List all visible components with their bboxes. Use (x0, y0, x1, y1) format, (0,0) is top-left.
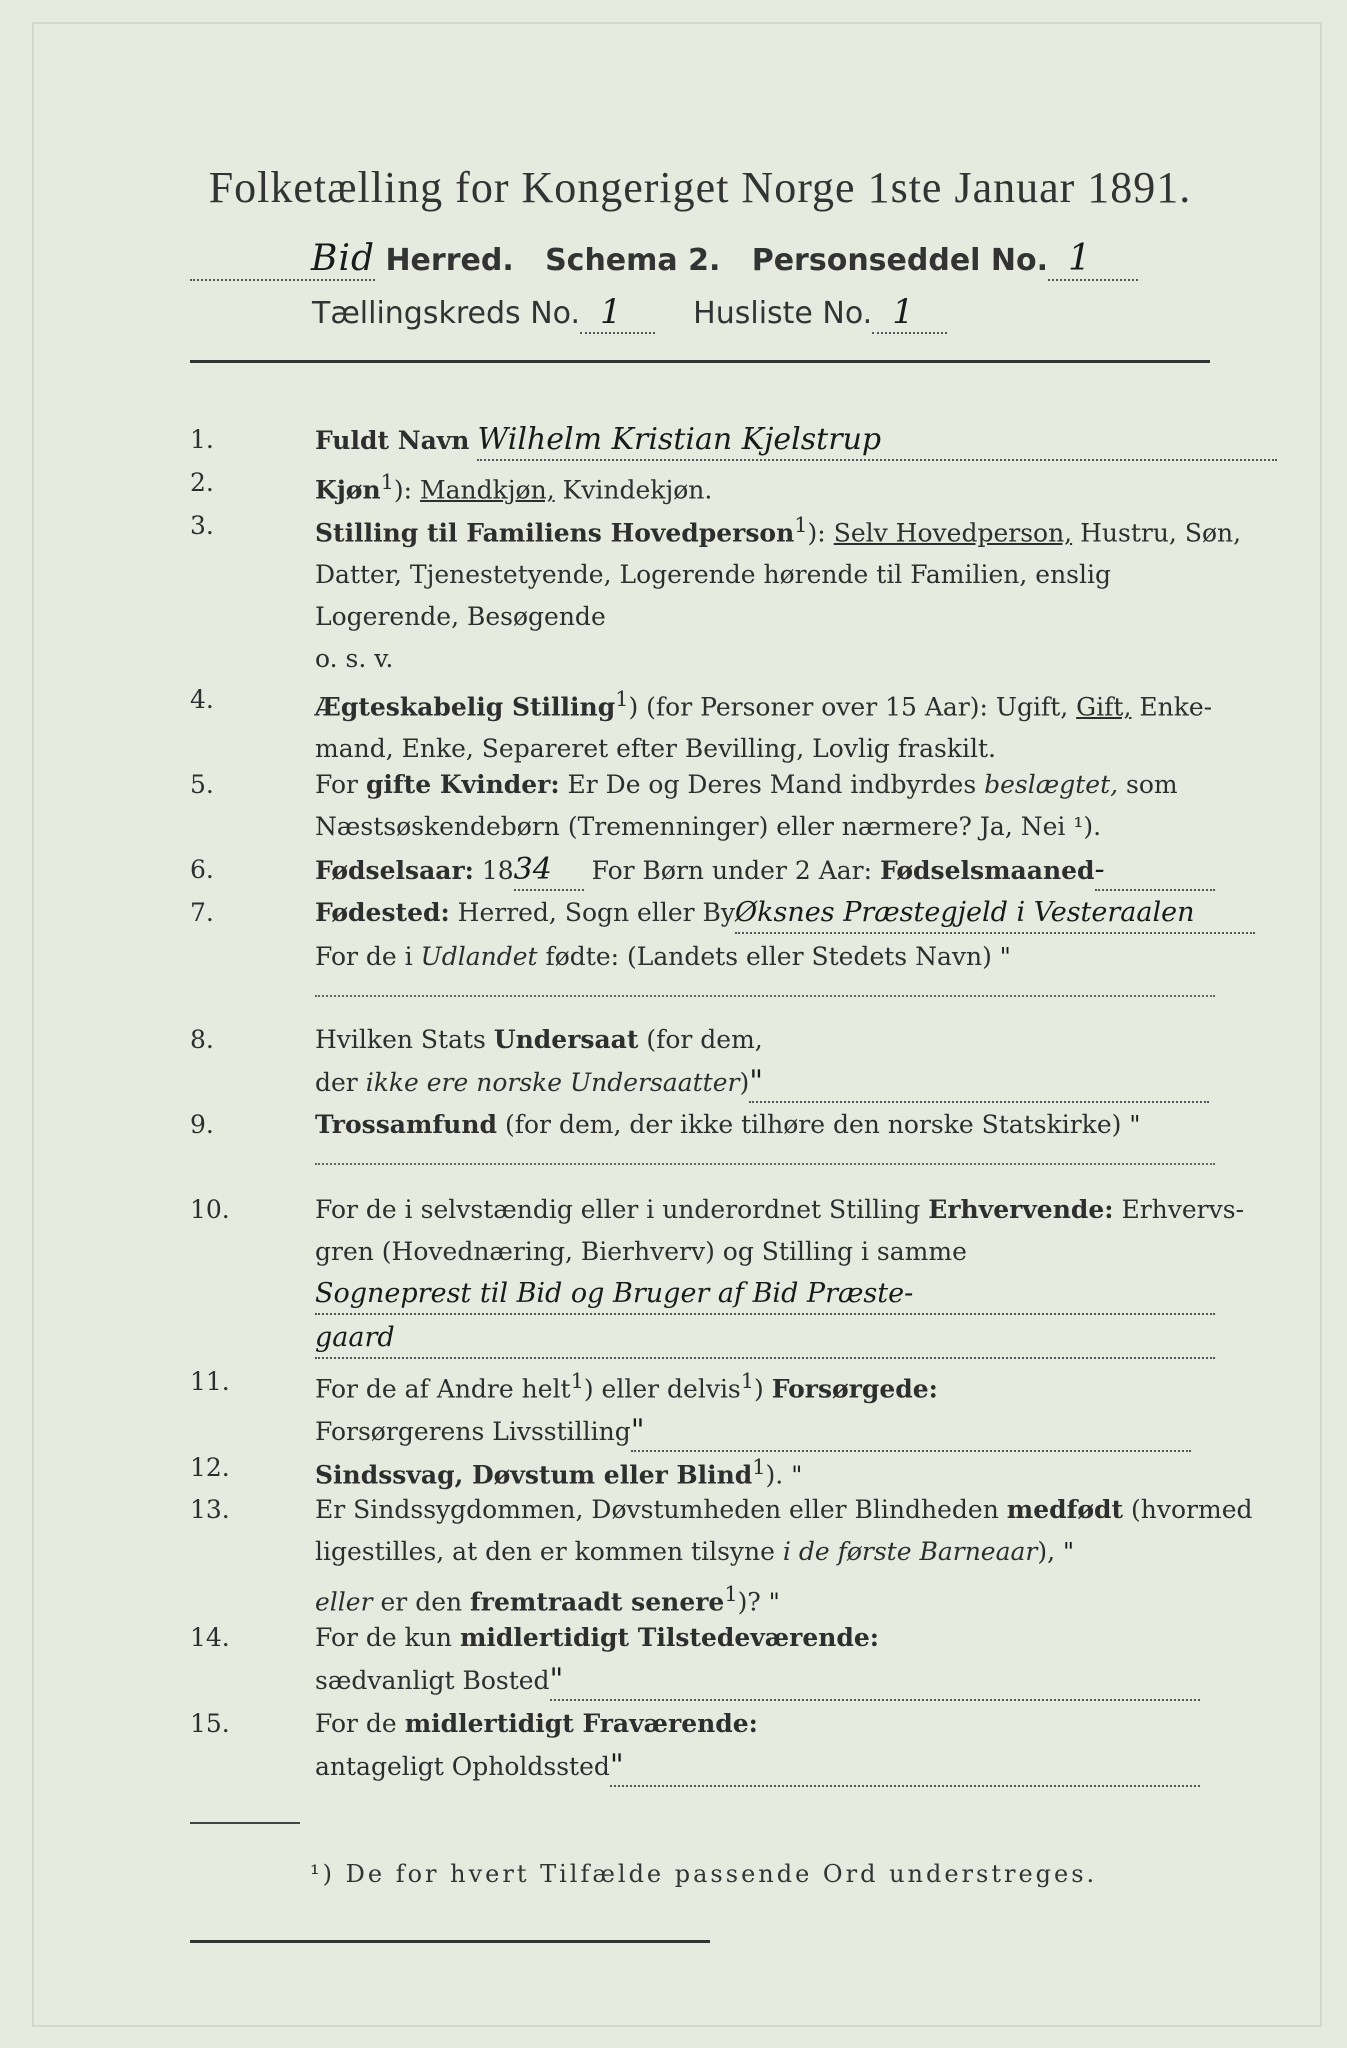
item-text: der (315, 1068, 358, 1097)
item-number: 4. (190, 685, 214, 714)
item-text: ) eller delvis (583, 1374, 741, 1404)
item-label: midlertidigt Fraværende: (404, 1709, 758, 1738)
item-label: Forsørgede: (771, 1374, 938, 1404)
occupation-value-cont: gaard (315, 1322, 395, 1353)
personseddel-field[interactable] (1048, 238, 1138, 281)
item-text: Er Sindssygdommen, Døvstumheden eller Blindheden (315, 1495, 999, 1524)
item-label: medfødt (1006, 1495, 1124, 1524)
item-number: 10. (190, 1195, 230, 1224)
item-body (315, 420, 1347, 461)
residence-field[interactable] (550, 1660, 1200, 1701)
item-text: Hvilken Stats (315, 1025, 486, 1054)
item-text: Udlandet (420, 942, 538, 971)
kreds-line (312, 292, 1112, 334)
item-number: 15. (190, 1709, 230, 1738)
item-body (315, 1020, 1347, 1103)
item-body: Er Sindssygdommen, Døvstumheden eller Blindheden medfødt (hvormed ligestilles, at den er kommen tilsyne i de første Barneaar), " eller er den fremtraadt senere$^1$)? " (315, 1495, 1253, 1617)
item-text: i de første Barneaar (782, 1537, 1038, 1566)
footnote-marker: ¹ (310, 1860, 323, 1888)
herred-field[interactable] (190, 238, 375, 281)
item-label: Ægteskabelig Stilling (315, 692, 616, 722)
item-text: Enke- (1139, 692, 1213, 722)
item-body (315, 765, 1347, 846)
birth-year-value: 34 (513, 852, 552, 887)
item-number: 14. (190, 1623, 230, 1652)
item-text: For de i selvstændig eller i underordnet Stilling (315, 1195, 921, 1224)
item-text: Hustru, Søn, (1080, 518, 1242, 548)
item-text: For de (315, 1709, 397, 1738)
occupation-field-cont[interactable] (315, 1318, 1215, 1359)
footnote-ref: 1 (380, 470, 394, 494)
whereabouts-value: " (609, 1748, 624, 1783)
item-number: 11. (190, 1367, 230, 1396)
herred-value: Bid (310, 238, 375, 279)
item-label: Trossamfund (315, 1110, 498, 1139)
footnote-text: ) De for hvert Tilfælde passende Ord understreges. (322, 1860, 1098, 1888)
item-body: For de af Andre helt$^1$) eller delvis$^1$) Forsørgede: Forsørgerens Livsstilling" (315, 1362, 1347, 1452)
birth-month-field[interactable] (1095, 850, 1215, 891)
birth-month-value: - (1094, 852, 1105, 887)
item-text: antageligt Opholdssted (315, 1752, 610, 1781)
item-body (315, 506, 1347, 678)
item-body (315, 1704, 1347, 1787)
citizenship-value: " (749, 1064, 764, 1099)
option-selv-hovedperson-selected[interactable]: Selv Hovedperson, (833, 518, 1073, 548)
item-number: 5. (190, 770, 214, 799)
item-body (315, 1190, 1347, 1359)
item-label: midlertidigt Tilstedeværende: (459, 1623, 880, 1652)
item-label: Undersaat (493, 1025, 639, 1054)
footnote-ref: 1 (615, 687, 629, 711)
item-number: 6. (190, 855, 214, 884)
item-body: Sindssvag, Døvstum eller Blind$^1$). " (315, 1455, 804, 1490)
item-body (315, 463, 1347, 509)
item-number: 8. (190, 1025, 214, 1054)
item-text: o. s. v. (315, 644, 394, 674)
item-number: 9. (190, 1110, 214, 1139)
schema-label: Schema 2. (545, 243, 721, 278)
husliste-label: Husliste No. (693, 296, 873, 331)
item-text: 18 (481, 856, 514, 885)
provider-field[interactable] (631, 1411, 1191, 1452)
item-text: (for dem, (646, 1025, 763, 1054)
item-text: Herred, Sogn eller By (457, 898, 736, 927)
item-text: ). (765, 1460, 784, 1490)
occupation-value: Sogneprest til Bid og Bruger af Bid Præste- (315, 1278, 914, 1309)
taellingskreds-value: 1 (600, 292, 623, 332)
item-text: sædvanligt Bosted (315, 1666, 550, 1695)
item-text: er den (380, 1587, 463, 1617)
item-label: Erhvervende: (928, 1195, 1114, 1224)
item-label: Fødselsmaaned (880, 856, 1095, 885)
footnote-rule (190, 1822, 300, 1824)
item-body (315, 1105, 1347, 1145)
item-number: 1. (190, 425, 214, 454)
taellingskreds-field[interactable] (580, 292, 655, 334)
item-text: For (315, 770, 358, 799)
herred-line (190, 238, 1210, 281)
item-text: ) (for Personer over 15 Aar): Ugift, (628, 692, 1069, 722)
item-text: (hvormed (1131, 1495, 1253, 1524)
item-text: gren (Hovednæring, Bierhverv) og Stilling i samme (315, 1237, 967, 1266)
item-label: Fødselsaar: (315, 856, 474, 885)
footnote-ref: 1 (794, 513, 808, 537)
item-text: som (1126, 770, 1178, 799)
bottom-rule (190, 1940, 710, 1943)
residence-value: " (549, 1662, 564, 1697)
item-text: For de af Andre helt (315, 1374, 571, 1404)
item-text: fødte: (Landets eller Stedets Navn) (545, 942, 992, 971)
form-title: Folketælling for Kongeriget Norge 1ste Januar 1891. (208, 163, 1192, 212)
full-name-value: Wilhelm Kristian Kjelstrup (477, 422, 882, 457)
header-rule (190, 360, 1210, 363)
item-text: Datter, Tjenestetyende, Logerende hørende til Familien, enslig (315, 560, 1112, 590)
option-kvindekjon[interactable]: Kvindekjøn. (562, 475, 713, 505)
item-label: Fuldt Navn (315, 426, 470, 455)
item-body (315, 1618, 1347, 1701)
herred-label: Herred. (385, 243, 514, 278)
item-text: Er De og Deres Mand indbyrdes (567, 770, 977, 799)
birthplace-value: Øksnes Præstegjeld i Vesteraalen (735, 897, 1195, 928)
option-mandkjon-selected[interactable]: Mandkjøn, (420, 475, 555, 505)
item-label: Stilling til Familiens Hovedperson (315, 518, 795, 548)
item-label: Kjøn (315, 475, 381, 505)
item-number: 2. (190, 468, 214, 497)
item-number: 3. (190, 511, 214, 540)
item-body (315, 680, 1347, 768)
foreign-birthplace-value[interactable]: " (999, 943, 1012, 971)
item-text: ikke ere norske Undersaatter (365, 1068, 740, 1097)
item-body (315, 893, 1347, 977)
item-text: beslægtet, (984, 770, 1119, 799)
item-label: gifte Kvinder: (365, 770, 560, 799)
item-body (315, 850, 1347, 891)
item-text: ligestilles, at den er kommen tilsyne (315, 1537, 775, 1566)
item-text: ): (393, 475, 413, 505)
religion-value[interactable]: " (1129, 1111, 1142, 1139)
item-text: mand, Enke, Separeret efter Bevilling, Lovlig fraskilt. (315, 734, 996, 764)
item-number: 7. (190, 898, 214, 927)
footnote (310, 1860, 1210, 1888)
husliste-field[interactable] (872, 292, 947, 334)
personseddel-value: 1 (1068, 238, 1092, 279)
item-text: Forsørgerens Livsstilling (315, 1417, 631, 1447)
item-text: (for dem, der ikke tilhøre den norske Statskirke) (504, 1110, 1122, 1139)
item-text: )? (737, 1587, 761, 1617)
taellingskreds-label: Tællingskreds No. (312, 296, 580, 331)
later-onset-value[interactable]: " (768, 1588, 781, 1617)
congenital-value[interactable]: " (1063, 1538, 1076, 1566)
item-text: ), (1037, 1537, 1056, 1566)
item-text: For de kun (315, 1623, 453, 1652)
item-text: Logerende, Besøgende (315, 602, 606, 632)
item-label: Sindssvag, Døvstum eller Blind (315, 1460, 753, 1490)
item-label: Fødested: (315, 898, 450, 927)
item-text: eller (315, 1587, 373, 1617)
disability-value[interactable]: " (791, 1461, 804, 1490)
item-text: ) (739, 1068, 750, 1097)
whereabouts-field[interactable] (610, 1746, 1200, 1787)
full-name-field[interactable] (477, 420, 1277, 461)
dotted-line (315, 1163, 1215, 1165)
personseddel-label: Personseddel No. (751, 243, 1049, 278)
item-text: Erhvervs- (1121, 1195, 1245, 1224)
birth-year-field[interactable] (514, 850, 584, 891)
item-text: For Børn under 2 Aar: (591, 856, 873, 885)
item-label: fremtraadt senere (470, 1587, 725, 1617)
item-text: ): (807, 518, 826, 548)
citizenship-field[interactable] (749, 1062, 1209, 1103)
husliste-value: 1 (892, 292, 915, 332)
item-text: For de i (315, 942, 413, 971)
item-number: 12. (190, 1453, 230, 1482)
item-number: 13. (190, 1495, 230, 1524)
birthplace-field[interactable] (735, 893, 1255, 934)
dotted-line (315, 995, 1215, 997)
occupation-field[interactable] (315, 1274, 1215, 1315)
item-text: Næstsøskendebørn (Tremenninger) eller nærmere? Ja, Nei ¹). (315, 812, 1102, 841)
option-gift-selected[interactable]: Gift, (1076, 692, 1132, 722)
provider-value: " (630, 1413, 645, 1449)
